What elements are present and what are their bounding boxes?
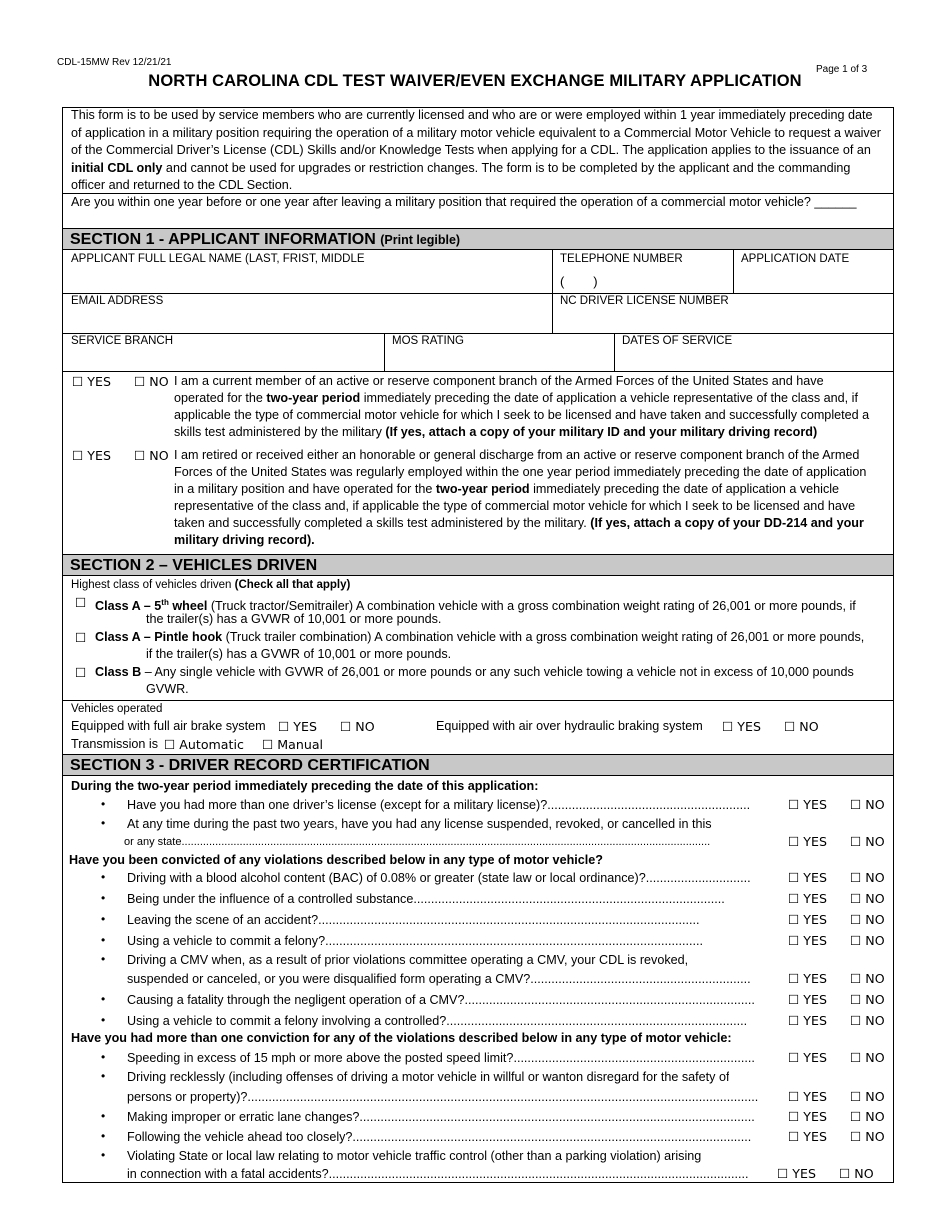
q13-yes-checkbox[interactable]: ☐ YES bbox=[788, 1129, 827, 1144]
q-bac: Driving with a blood alcohol content (BAC) of 0.08% or greater (state law or local ordinance)?.............................. bbox=[127, 871, 751, 885]
bullet: • bbox=[101, 1050, 106, 1064]
application-date-label: APPLICATION DATE bbox=[741, 253, 850, 265]
q8-yes-checkbox[interactable]: ☐ YES bbox=[788, 992, 827, 1007]
q2-no-checkbox[interactable]: ☐ NO bbox=[850, 834, 885, 849]
class-a-5th-wheel-checkbox[interactable]: ☐ bbox=[75, 595, 87, 610]
bullet: • bbox=[101, 952, 106, 966]
class-a-5th-wheel-text2: the trailer(s) has a GVWR of 10,001 or more pounds. bbox=[146, 612, 442, 626]
air-hydraulic-label: Equipped with air over hydraulic braking system bbox=[436, 719, 703, 733]
class-a-pintle-checkbox[interactable]: ☐ bbox=[75, 630, 87, 645]
q2-yes-checkbox[interactable]: ☐ YES bbox=[788, 834, 827, 849]
stmt2-line1: I am retired or received either an honorable or general discharge from an active or reserve component branch of the Armed bbox=[174, 448, 860, 462]
q5-no-checkbox[interactable]: ☐ NO bbox=[850, 912, 885, 927]
q3-no-checkbox[interactable]: ☐ NO bbox=[850, 870, 885, 885]
q-speeding: Speeding in excess of 15 mph or more above the posted speed limit?..................................................................... bbox=[127, 1051, 755, 1065]
q-cmv-revoked: Driving a CMV when, as a result of prior violations committee operating a CMV, your CDL is revoked, bbox=[127, 953, 689, 967]
s3-heading-multiple: Have you had more than one conviction for any of the violations described below in any type of motor vehicle: bbox=[71, 1031, 732, 1045]
q-following-closely: Following the vehicle ahead too closely?.................................................................................................................. bbox=[127, 1130, 752, 1144]
q-controlled-substance: Being under the influence of a controlled substance......................................................................................... bbox=[127, 892, 725, 906]
q1-yes-checkbox[interactable]: ☐ YES bbox=[788, 797, 827, 812]
bullet: • bbox=[101, 891, 106, 905]
q9-yes-checkbox[interactable]: ☐ YES bbox=[788, 1013, 827, 1028]
air-hydraulic-no-checkbox[interactable]: ☐ NO bbox=[784, 719, 819, 734]
q-felony: Using a vehicle to commit a felony?............................................................................................................ bbox=[127, 934, 703, 948]
stmt1-line2: operated for the two-year period immediately preceding the date of application a vehicle representative of the class and, if bbox=[174, 391, 858, 405]
class-b-text2: GVWR. bbox=[146, 682, 189, 696]
transmission-automatic-checkbox[interactable]: ☐ Automatic bbox=[164, 737, 244, 752]
bullet: • bbox=[101, 992, 106, 1006]
q-cmv-revoked-2: suspended or canceled, or you were disqualified form operating a CMV?............................................................... bbox=[127, 972, 751, 986]
form-code: CDL-15MW Rev 12/21/21 bbox=[57, 57, 172, 68]
q-felony-controlled: Using a vehicle to commit a felony involving a controlled?...................................................................................... bbox=[127, 1014, 748, 1028]
q-leaving-scene: Leaving the scene of an accident?............................................................................................................. bbox=[127, 913, 700, 927]
bullet: • bbox=[101, 1069, 106, 1083]
q-fatality: Causing a fatality through the negligent operation of a CMV?................................................................................... bbox=[127, 993, 755, 1007]
section3-header: SECTION 3 - DRIVER RECORD CERTIFICATION bbox=[63, 754, 893, 776]
q6-no-checkbox[interactable]: ☐ NO bbox=[850, 933, 885, 948]
q12-yes-checkbox[interactable]: ☐ YES bbox=[788, 1109, 827, 1124]
q6-yes-checkbox[interactable]: ☐ YES bbox=[788, 933, 827, 948]
q4-no-checkbox[interactable]: ☐ NO bbox=[850, 891, 885, 906]
stmt2-line5: taken and successfully completed a skills test administered by the military. (If yes, attach a copy of your DD-214 and your bbox=[174, 516, 864, 530]
q10-yes-checkbox[interactable]: ☐ YES bbox=[788, 1050, 827, 1065]
q-lane-changes: Making improper or erratic lane changes?................................................................................................................. bbox=[127, 1110, 755, 1124]
class-a-pintle-text: Class A – Pintle hook (Truck trailer combination) A combination vehicle with a gross combination weight rating of 26,001 or more pounds, bbox=[95, 630, 865, 644]
q7-no-checkbox[interactable]: ☐ NO bbox=[850, 971, 885, 986]
stmt1-yes-checkbox[interactable]: ☐ YES bbox=[72, 374, 111, 389]
name-label: APPLICANT FULL LEGAL NAME (LAST, FRIST, MIDDLE bbox=[71, 253, 365, 265]
bullet: • bbox=[101, 1129, 106, 1143]
q-traffic-control-2: in connection with a fatal accidents?........................................................................................................................ bbox=[127, 1167, 749, 1181]
q8-no-checkbox[interactable]: ☐ NO bbox=[850, 992, 885, 1007]
q-reckless-2: persons or property)?.................................................................................................................................................. bbox=[127, 1090, 759, 1104]
section2-header: SECTION 2 – VEHICLES DRIVEN bbox=[63, 554, 893, 576]
q9-no-checkbox[interactable]: ☐ NO bbox=[850, 1013, 885, 1028]
military-position-question: Are you within one year before or one year after leaving a military position that required the operation of a commercial motor vehicle? ______ bbox=[71, 195, 857, 209]
stmt1-line4: skills test administered by the military (If yes, attach a copy of your military ID and your military driving record) bbox=[174, 425, 818, 439]
q14-no-checkbox[interactable]: ☐ NO bbox=[839, 1166, 874, 1181]
s3-heading-convicted: Have you been convicted of any violations described below in any type of motor vehicle? bbox=[69, 853, 603, 867]
class-b-checkbox[interactable]: ☐ bbox=[75, 665, 87, 680]
q10-no-checkbox[interactable]: ☐ NO bbox=[850, 1050, 885, 1065]
section1-header: SECTION 1 - APPLICANT INFORMATION (Print legible) bbox=[63, 228, 893, 250]
air-brake-label: Equipped with full air brake system bbox=[71, 719, 266, 733]
bullet: • bbox=[101, 816, 106, 830]
air-hydraulic-yes-checkbox[interactable]: ☐ YES bbox=[722, 719, 761, 734]
stmt1-line1: I am a current member of an active or reserve component branch of the Armed Forces of the United States and have bbox=[174, 374, 824, 388]
intro-paragraph: This form is to be used by service members who are currently licensed and who are or were employed within 1 year immediately preceding date of application in a military position requiring the operation of a military motor vehicle equivalent to a Commercial Motor Vehicle to request a waiver of the Commercial Driver’s License (CDL) Skills and/or Knowledge Tests when applying for a CDL. The application applies to the issuance of an initial CDL only and cannot be used for upgrades or restriction changes. The form is to be completed by the applicant and the commanding officer and returned to the CDL Section. bbox=[71, 108, 881, 193]
q4-yes-checkbox[interactable]: ☐ YES bbox=[788, 891, 827, 906]
stmt2-no-checkbox[interactable]: ☐ NO bbox=[134, 448, 169, 463]
q-license-suspended: At any time during the past two years, have you had any license suspended, revoked, or cancelled in this bbox=[127, 817, 712, 831]
stmt1-line3: applicable the type of commercial motor vehicle for which I seek to be licensed and have taken and successfully completed a bbox=[174, 408, 870, 422]
q1-no-checkbox[interactable]: ☐ NO bbox=[850, 797, 885, 812]
q-traffic-control: Violating State or local law relating to motor vehicle traffic control (other than a parking violation) arising bbox=[127, 1149, 702, 1163]
bullet: • bbox=[101, 797, 106, 811]
class-b-text: Class B – Any single vehicle with GVWR of 26,001 or more pounds or any such vehicle towing a vehicle not in excess of 10,000 pounds bbox=[95, 665, 854, 679]
s3-heading-two-year: During the two-year period immediately preceding the date of this application: bbox=[71, 779, 539, 793]
q12-no-checkbox[interactable]: ☐ NO bbox=[850, 1109, 885, 1124]
stmt1-no-checkbox[interactable]: ☐ NO bbox=[134, 374, 169, 389]
q-reckless: Driving recklessly (including offenses of driving a motor vehicle in willful or wanton disregard for the safety of bbox=[127, 1070, 730, 1084]
air-brake-no-checkbox[interactable]: ☐ NO bbox=[340, 719, 375, 734]
q11-yes-checkbox[interactable]: ☐ YES bbox=[788, 1089, 827, 1104]
q-multiple-licenses: Have you had more than one driver’s license (except for a military license)?.......................................................... bbox=[127, 798, 751, 812]
service-branch-label: SERVICE BRANCH bbox=[71, 335, 174, 347]
dates-of-service-label: DATES OF SERVICE bbox=[622, 335, 733, 347]
bullet: • bbox=[101, 1148, 106, 1162]
stmt2-line4: representative of the class and, if applicable the type of commercial motor vehicle for which I seek to be licensed and have bbox=[174, 499, 856, 513]
stmt2-line3: in a military position and have operated for the two-year period immediately preceding the date of application a vehicle bbox=[174, 482, 840, 496]
q13-no-checkbox[interactable]: ☐ NO bbox=[850, 1129, 885, 1144]
q7-yes-checkbox[interactable]: ☐ YES bbox=[788, 971, 827, 986]
highest-class-label: Highest class of vehicles driven (Check all that apply) bbox=[71, 579, 351, 591]
q3-yes-checkbox[interactable]: ☐ YES bbox=[788, 870, 827, 885]
nc-license-label: NC DRIVER LICENSE NUMBER bbox=[560, 295, 729, 307]
stmt2-yes-checkbox[interactable]: ☐ YES bbox=[72, 448, 111, 463]
transmission-label: Transmission is bbox=[71, 737, 159, 751]
vehicles-operated-label: Vehicles operated bbox=[71, 703, 163, 715]
email-label: EMAIL ADDRESS bbox=[71, 295, 164, 307]
bullet: • bbox=[101, 933, 106, 947]
bullet: • bbox=[101, 1109, 106, 1123]
q14-yes-checkbox[interactable]: ☐ YES bbox=[777, 1166, 816, 1181]
class-a-5th-wheel-text: Class A – 5th wheel (Truck tractor/Semitrailer) A combination vehicle with a gross combination weight rating of 26,001 or more pounds, if bbox=[95, 598, 856, 614]
phone-label: TELEPHONE NUMBER bbox=[560, 253, 683, 265]
bullet: • bbox=[101, 912, 106, 926]
transmission-manual-checkbox[interactable]: ☐ Manual bbox=[262, 737, 324, 752]
q-license-suspended-2: or any state............................................................................................................................................................................. bbox=[124, 836, 711, 848]
page-number: Page 1 of 3 bbox=[816, 64, 868, 75]
bullet: • bbox=[101, 870, 106, 884]
mos-rating-label: MOS RATING bbox=[392, 335, 464, 347]
page-title: NORTH CAROLINA CDL TEST WAIVER/EVEN EXCHANGE MILITARY APPLICATION bbox=[148, 72, 802, 90]
bullet: • bbox=[101, 1013, 106, 1027]
air-brake-yes-checkbox[interactable]: ☐ YES bbox=[278, 719, 317, 734]
class-a-pintle-text2: if the trailer(s) has a GVWR of 10,001 or more pounds. bbox=[146, 647, 452, 661]
stmt2-line2: Forces of the United States was regularly employed within the one year period immediately preceding the date of application bbox=[174, 465, 867, 479]
phone-area-code[interactable]: ( ) bbox=[560, 274, 598, 289]
q11-no-checkbox[interactable]: ☐ NO bbox=[850, 1089, 885, 1104]
stmt2-line6: military driving record). bbox=[174, 533, 315, 547]
q5-yes-checkbox[interactable]: ☐ YES bbox=[788, 912, 827, 927]
